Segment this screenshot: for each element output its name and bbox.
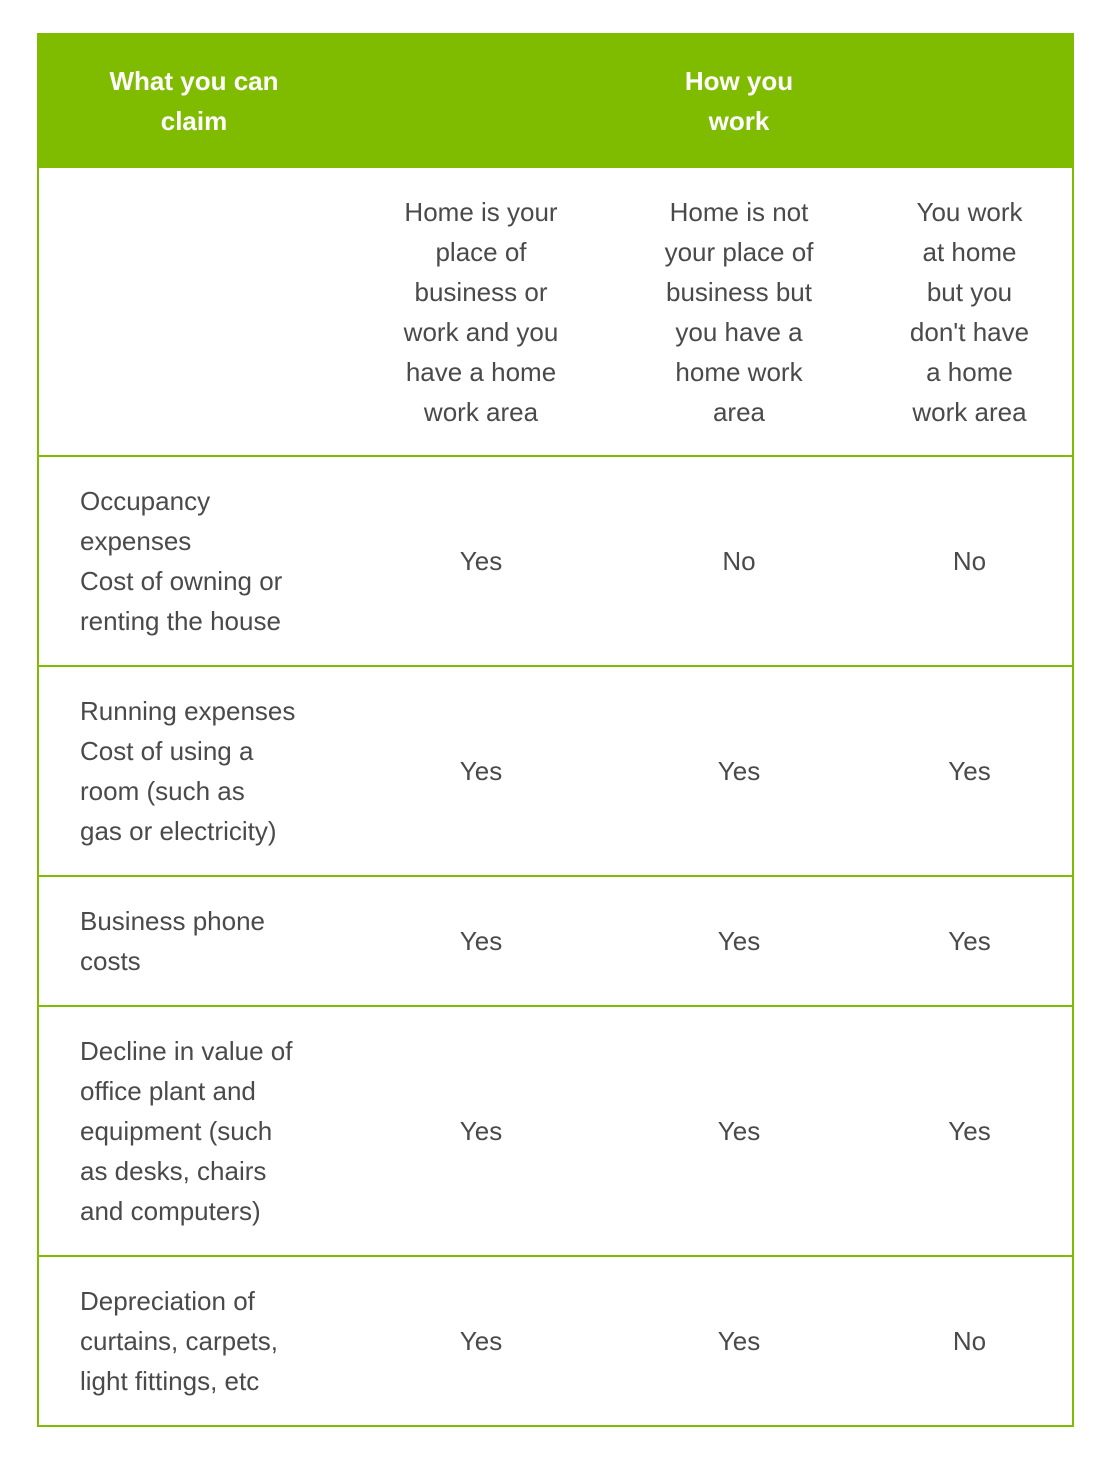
- subheader-line: don't have: [909, 316, 1030, 347]
- value-text: No: [952, 1326, 987, 1356]
- row-value: [391, 1257, 571, 1425]
- row-label: [80, 457, 325, 665]
- value-text: Yes: [459, 1116, 503, 1146]
- row-label-line: expenses: [80, 526, 192, 556]
- row-label-line: light fittings, etc: [80, 1366, 260, 1396]
- row-label: [80, 667, 325, 875]
- table-row: [39, 1255, 1072, 1425]
- row-label-line: costs: [80, 946, 141, 976]
- table-row: [39, 455, 1072, 665]
- subheader-home-not-place-of-business: [649, 168, 829, 455]
- table-row: [39, 1005, 1072, 1255]
- header-line: How you: [684, 65, 794, 96]
- row-label-line: Cost of owning or: [80, 566, 283, 596]
- subheader-line: home work: [675, 356, 803, 387]
- subheader-line: Home is not: [669, 196, 809, 227]
- header-how-you-work: [669, 35, 809, 166]
- row-label-line: curtains, carpets,: [80, 1326, 278, 1356]
- row-label-line: Decline in value of: [80, 1036, 293, 1066]
- value-text: Yes: [459, 926, 503, 956]
- subheader-work-at-home-no-area: [897, 168, 1042, 455]
- row-label: [80, 1007, 325, 1255]
- subheader-line: place of: [435, 236, 527, 267]
- table-row: [39, 665, 1072, 875]
- row-label-line: Occupancy: [80, 486, 211, 516]
- value-text: Yes: [948, 926, 991, 956]
- row-label-line: gas or electricity): [80, 816, 277, 846]
- subheader-line: Home is your: [404, 196, 558, 227]
- table-header: [39, 35, 1072, 166]
- row-label-line: renting the house: [80, 606, 281, 636]
- row-label-line: as desks, chairs: [80, 1156, 267, 1186]
- row-value: [391, 667, 571, 875]
- value-text: Yes: [717, 1116, 761, 1146]
- subheader-line: but you: [926, 276, 1013, 307]
- row-label: [80, 877, 325, 1005]
- subheader-line: at home: [922, 236, 1017, 267]
- value-text: Yes: [459, 546, 503, 576]
- value-text: Yes: [459, 1326, 503, 1356]
- row-value: [391, 457, 571, 665]
- row-label-line: Running expenses: [80, 696, 296, 726]
- header-what-you-can-claim: [109, 35, 279, 166]
- subheader-line: have a home: [405, 356, 557, 387]
- value-text: Yes: [948, 1116, 991, 1146]
- value-text: No: [952, 546, 987, 576]
- row-label-line: Business phone: [80, 906, 266, 936]
- row-label-line: Depreciation of: [80, 1286, 255, 1316]
- value-text: No: [722, 546, 756, 576]
- row-value: [897, 667, 1042, 875]
- row-value: [649, 877, 829, 1005]
- row-value: [897, 457, 1042, 665]
- subheader-line: work area: [912, 396, 1027, 427]
- row-value: [897, 877, 1042, 1005]
- subheader-line: business or: [414, 276, 548, 307]
- row-label-line: Cost of using a: [80, 736, 254, 766]
- row-label: [80, 1257, 325, 1425]
- row-value: [649, 457, 829, 665]
- row-value: [649, 1007, 829, 1255]
- row-label-line: equipment (such: [80, 1116, 273, 1146]
- row-label-line: room (such as: [80, 776, 245, 806]
- row-value: [391, 1007, 571, 1255]
- row-value: [897, 1257, 1042, 1425]
- header-line: work: [708, 105, 770, 136]
- subheader-line: your place of: [664, 236, 814, 267]
- subheader-line: You work: [916, 196, 1023, 227]
- subheader-line: work area: [423, 396, 539, 427]
- value-text: Yes: [717, 926, 761, 956]
- value-text: Yes: [717, 1326, 761, 1356]
- value-text: Yes: [717, 756, 761, 786]
- subheader-line: a home: [926, 356, 1013, 387]
- row-label-line: office plant and: [80, 1076, 256, 1106]
- claims-table: [37, 33, 1074, 1427]
- row-value: [391, 877, 571, 1005]
- header-line: claim: [160, 105, 228, 136]
- header-line: What you can: [109, 65, 279, 96]
- value-text: Yes: [459, 756, 503, 786]
- row-value: [649, 667, 829, 875]
- subheader-line: business but: [666, 276, 812, 307]
- row-value: [897, 1007, 1042, 1255]
- subheader-line: area: [712, 396, 766, 427]
- subheader-home-is-place-of-business: [391, 168, 571, 455]
- row-label-line: and computers): [80, 1196, 261, 1226]
- subheader-line: work and you: [403, 316, 559, 347]
- row-value: [649, 1257, 829, 1425]
- value-text: Yes: [948, 756, 991, 786]
- subheader-line: you have a: [675, 316, 803, 347]
- table-row: [39, 875, 1072, 1005]
- subheader-row: [39, 166, 1072, 455]
